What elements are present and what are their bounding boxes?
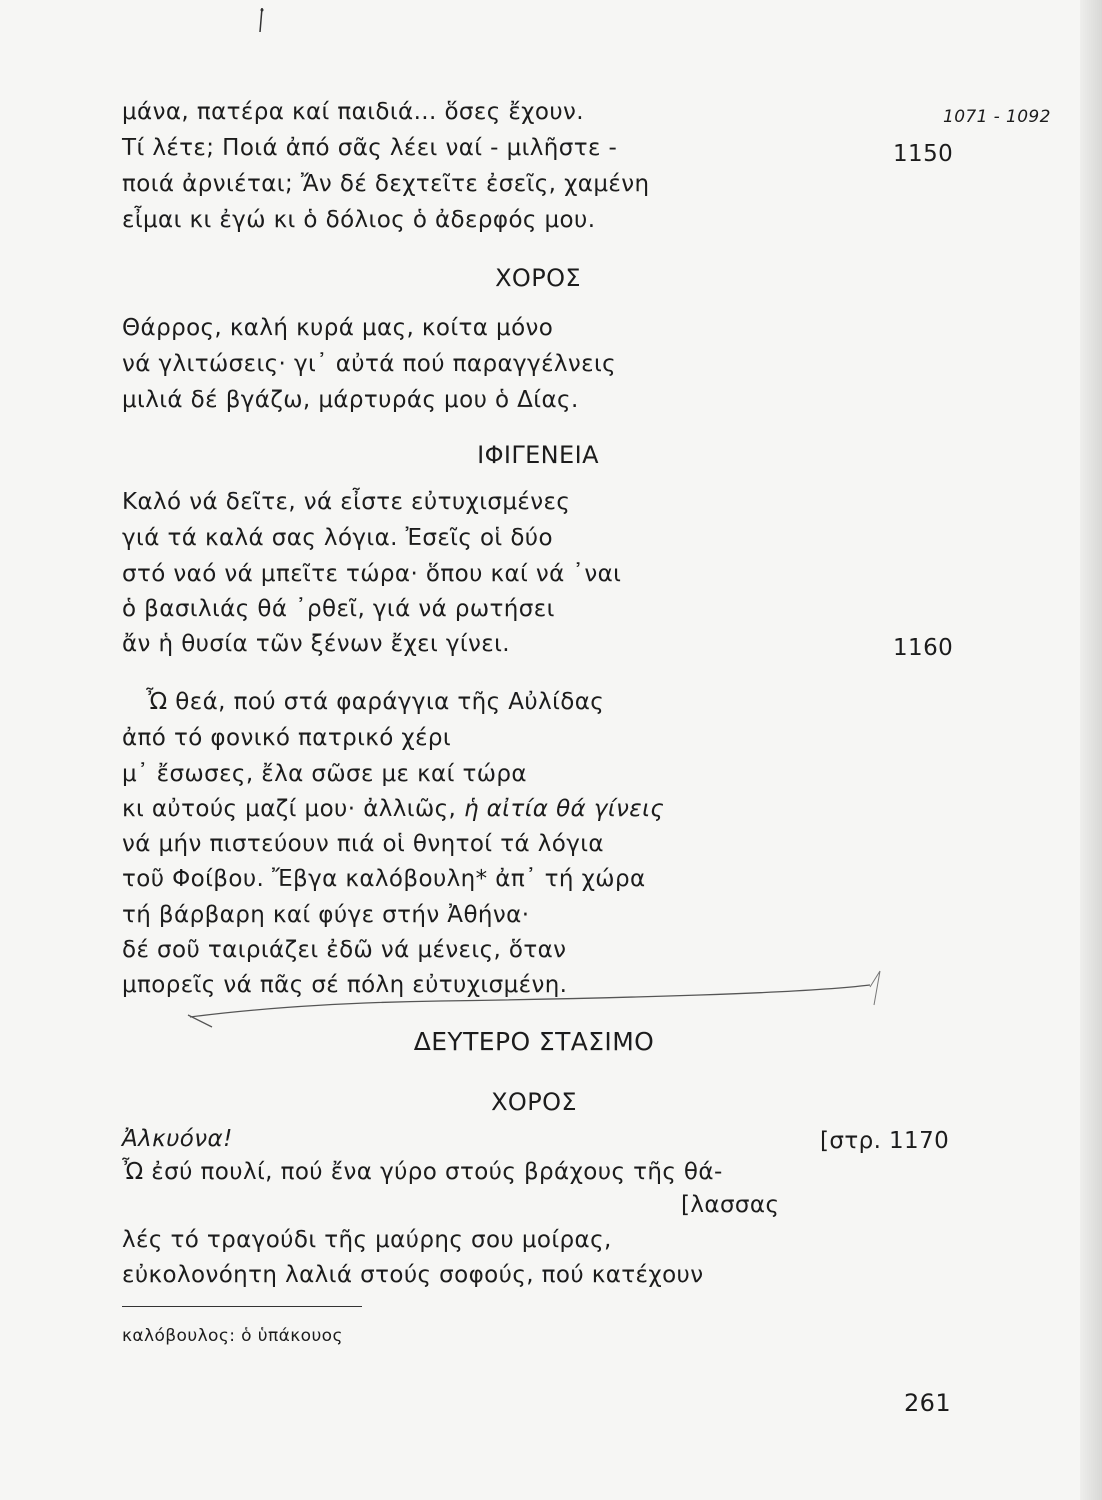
pencil-stroke: [180, 965, 900, 1035]
speaker-heading: ΧΟΡΟΣ: [495, 264, 581, 292]
line-number: 1160: [893, 635, 954, 661]
verse-line: μπορεῖς νά πᾶς σέ πόλη εὐτυχισμένη.: [122, 972, 568, 998]
verse-line: νά μήν πιστεύουν πιά οἱ θνητοί τά λόγια: [122, 831, 604, 857]
verse-line: ποιά ἀρνιέται; Ἄν δέ δεχτεῖτε ἐσεῖς, χαμένη: [122, 171, 650, 197]
verse-line: [122, 795, 664, 823]
verse-line: Ὦ θεά, πού στά φαράγγια τῆς Αὐλίδας: [146, 689, 605, 715]
verse-line: εἶμαι κι ἐγώ κι ὁ δόλιος ὁ ἀδερφός μου.: [122, 207, 596, 233]
section-title: ΔΕΥΤΕΡΟ ΣΤΑΣΙΜΟ: [413, 1027, 655, 1056]
line-number: 1150: [893, 141, 954, 167]
verse-text: κι αὐτούς μαζί μου· ἀλλιῶς,: [122, 796, 464, 822]
verse-line-continuation: [λασσας: [681, 1192, 780, 1218]
verse-line: ὁ βασιλιάς θά ᾽ρθεῖ, γιά νά ρωτήσει: [122, 596, 555, 622]
footnote-rule: [122, 1306, 362, 1307]
verse-line: Ὦ ἐσύ πουλί, πού ἔνα γύρο στούς βράχους τῆς θά-: [122, 1159, 723, 1185]
verse-line: τοῦ Φοίβου. Ἔβγα καλόβουλη* ἀπ᾽ τή χώρα: [122, 866, 646, 892]
verse-line: γιά τά καλά σας λόγια. Ἐσεῖς οἱ δύο: [122, 525, 553, 551]
verse-line: ἀπό τό φονικό πατρικό χέρι: [122, 725, 452, 751]
speaker-heading: ΧΟΡΟΣ: [491, 1088, 577, 1116]
strophe-marker: [στρ. 1170: [820, 1128, 950, 1154]
verse-line: λές τό τραγούδι τῆς μαύρης σου μοίρας,: [122, 1227, 612, 1253]
line-range-header: 1071 - 1092: [943, 107, 1051, 127]
verse-line: Ἀλκυόνα!: [122, 1126, 233, 1152]
verse-line: Θάρρος, καλή κυρά μας, κοίτα μόνο: [122, 315, 554, 341]
footnote: καλόβουλος: ὁ ὑπάκουος: [122, 1326, 343, 1346]
page-edge-shadow: [1080, 0, 1102, 1500]
verse-text-italic: ἡ αἰτία θά γίνεις: [463, 796, 665, 822]
verse-line: τή βάρβαρη καί φύγε στήν Ἀθήνα·: [122, 902, 530, 928]
verse-line: νά γλιτώσεις· γι᾽ αὐτά πού παραγγέλνεις: [122, 351, 617, 377]
verse-line: στό ναό νά μπεῖτε τώρα· ὅπου καί νά ᾽ναι: [122, 561, 622, 587]
verse-line: μιλιά δέ βγάζω, μάρτυράς μου ὁ Δίας.: [122, 387, 579, 413]
verse-line: εὐκολονόητη λαλιά στούς σοφούς, πού κατέχουν: [122, 1262, 704, 1288]
verse-line: ἄν ἡ θυσία τῶν ξένων ἔχει γίνει.: [122, 631, 511, 657]
verse-line: μάνα, πατέρα καί παιδιά... ὅσες ἔχουν.: [122, 99, 584, 125]
stray-mark: [255, 6, 267, 36]
verse-line: δέ σοῦ ταιριάζει ἐδῶ νά μένεις, ὅταν: [122, 937, 567, 963]
verse-line: Καλό νά δεῖτε, νά εἶστε εὐτυχισμένες: [122, 489, 571, 515]
page-number: 261: [904, 1389, 952, 1417]
verse-line: μ᾽ ἔσωσες, ἔλα σῶσε με καί τώρα: [122, 761, 527, 787]
speaker-heading: ΙΦΙΓΕΝΕΙΑ: [477, 441, 599, 469]
verse-line: Τί λέτε; Ποιά ἀπό σᾶς λέει ναί - μιλῆστε -: [122, 135, 618, 161]
